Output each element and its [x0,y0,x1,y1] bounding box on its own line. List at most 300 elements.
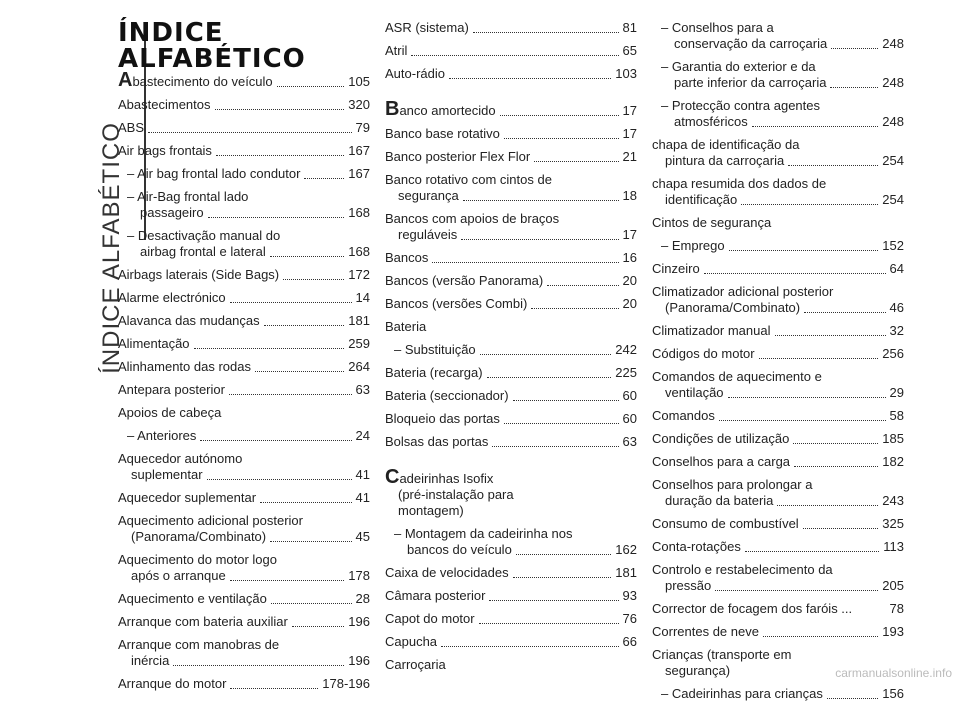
dot-leader [411,55,618,56]
entry-page: 167 [348,143,370,158]
index-entry [118,120,370,136]
entry-text-line1: Controlo e restabelecimento da [652,562,833,577]
dot-leader [208,217,345,218]
entry-text: Câmara posterior [385,588,486,603]
index-subentry [385,342,637,358]
entry-text: inércia [131,653,170,668]
entry-text: Capucha [385,634,438,649]
index-entry [652,477,904,509]
entry-text: bancos do veículo [407,542,512,557]
dot-leader [200,440,351,441]
index-entry [385,365,637,381]
entry-text: – Cadeirinhas para crianças [661,686,823,701]
dot-leader [487,377,612,378]
entry-text: ABS [118,120,145,135]
dot-leader [260,502,352,503]
entry-page: 63 [622,434,637,449]
entry-page: 248 [882,114,904,129]
entry-text: Bateria [385,319,427,334]
index-subentry [652,686,904,702]
entry-text: duração da bateria [665,493,774,508]
dot-leader [479,623,619,624]
entry-text-line2: segurança) [665,663,731,678]
entry-page: 65 [622,43,637,58]
index-entry [385,66,637,82]
dot-leader [704,273,886,274]
entry-text: Auto-rádio [385,66,445,81]
index-entry [652,346,904,362]
entry-text: Conta-rotações [652,539,741,554]
index-entry [652,624,904,640]
entry-text: Alavanca das mudanças [118,313,260,328]
dot-leader [715,590,878,591]
dot-leader [516,554,612,555]
dot-leader [547,285,618,286]
entry-page: 254 [882,153,904,168]
dot-leader [230,688,318,689]
index-entry [118,97,370,113]
entry-page: 167 [348,166,370,181]
index-entry [385,319,637,335]
entry-text: airbag frontal e lateral [140,244,266,259]
dot-leader [230,302,352,303]
section-letter: B [385,98,400,120]
entry-text: Arranque com bateria auxiliar [118,614,288,629]
entry-text: Aquecimento e ventilação [118,591,267,606]
index-entry [385,98,637,120]
index-entry [385,634,637,650]
entry-text: atmosféricos [674,114,748,129]
index-entry [118,591,370,607]
dot-leader [173,665,344,666]
index-subentry [118,189,370,221]
entry-text: Arranque do motor [118,676,227,691]
dot-leader [215,109,345,110]
index-entry [652,431,904,447]
entry-page: 225 [615,365,637,380]
entry-text: – Emprego [661,238,725,253]
index-entry [652,516,904,532]
entry-text: ventilação [665,385,724,400]
entry-page: 264 [348,359,370,374]
dot-leader [794,466,878,467]
entry-page: 21 [622,149,637,164]
dot-leader [432,262,618,263]
entry-text-line2: (pré-instalação para [398,487,514,502]
entry-page: 18 [622,188,637,203]
index-entry [385,611,637,627]
index-entry [652,323,904,339]
entry-page: 178-196 [322,676,370,691]
index-entry [385,126,637,142]
index-entry [652,601,904,617]
entry-text: (Panorama/Combinato) [665,300,801,315]
dot-leader [775,335,886,336]
dot-leader [492,446,618,447]
entry-page: 248 [882,36,904,51]
index-entry [385,466,637,519]
entry-text: Códigos do motor [652,346,755,361]
entry-text: Antepara posterior [118,382,225,397]
entry-page: 320 [348,97,370,112]
entry-page: 196 [348,614,370,629]
index-entry [118,290,370,306]
entry-page: 181 [615,565,637,580]
index-subentry [652,238,904,254]
entry-page: 17 [622,227,637,242]
entry-text: reguláveis [398,227,458,242]
entry-page: 64 [889,261,904,276]
dot-leader [719,420,886,421]
dot-leader [763,636,878,637]
entry-text: Corrector de focagem dos faróis ... [652,601,853,616]
index-entry [385,565,637,581]
entry-page: 168 [348,244,370,259]
index-entry [652,408,904,424]
entry-text: Bancos (versões Combi) [385,296,528,311]
dot-leader [270,256,345,257]
dot-leader [745,551,879,552]
entry-page: 248 [882,75,904,90]
index-entry [385,20,637,36]
entry-page: 41 [355,490,370,505]
entry-text-line1: – Conselhos para a [661,20,774,35]
entry-text: – Anteriores [127,428,197,443]
dot-leader [216,155,344,156]
index-entry [652,176,904,208]
entry-text-line1: Aquecedor autónomo [118,451,243,466]
dot-leader [292,626,344,627]
index-entry [652,261,904,277]
index-entry [118,552,370,584]
entry-text: Alarme electrónico [118,290,226,305]
dot-leader [830,87,878,88]
index-entry [385,657,637,673]
dot-leader [473,32,619,33]
page-title-line1: ÍNDICE [118,18,224,48]
index-entry [118,637,370,669]
entry-text: Carroçaria [385,657,446,672]
index-entry [118,405,370,421]
index-entry [118,614,370,630]
dot-leader [729,250,879,251]
dot-leader [449,78,611,79]
entry-text: Banco posterior Flex Flor [385,149,531,164]
watermark: carmanualsonline.info [835,666,952,680]
entry-text: Bloqueio das portas [385,411,500,426]
entry-text: após o arranque [131,568,226,583]
index-subentry [118,428,370,444]
index-column-3 [652,20,904,709]
entry-text: Condições de utilização [652,431,790,446]
sidebar-title: ÍNDICE ALFABÉTICO [98,122,125,374]
entry-page: 156 [882,686,904,701]
index-entry [118,676,370,692]
dot-leader [441,646,618,647]
entry-text: Capot do motor [385,611,475,626]
entry-text-line1: chapa resumida dos dados de [652,176,827,191]
dot-leader [463,200,619,201]
entry-text: Bolsas das portas [385,434,489,449]
entry-page: 259 [348,336,370,351]
entry-text: Banco base rotativo [385,126,500,141]
index-entry [385,43,637,59]
entry-page: 14 [355,290,370,305]
entry-page: 113 [883,539,904,554]
index-entry [385,211,637,243]
entry-page: 32 [889,323,904,338]
entry-text: Bancos (versão Panorama) [385,273,544,288]
entry-text: Apoios de cabeça [118,405,222,420]
entry-page: 256 [882,346,904,361]
entry-text-line1: Climatizador adicional posterior [652,284,834,299]
entry-page: 162 [615,542,637,557]
entry-page: 196 [348,653,370,668]
entry-page: 103 [615,66,637,81]
entry-text: Cinzeiro [652,261,700,276]
entry-text: Correntes de neve [652,624,759,639]
index-entry [118,359,370,375]
entry-text: Cintos de segurança [652,215,772,230]
dot-leader [804,312,885,313]
entry-text-line1: Arranque com manobras de [118,637,280,652]
sidebar [52,0,125,686]
entry-text: identificação [665,192,738,207]
entry-page: 76 [622,611,637,626]
dot-leader [777,505,878,506]
entry-text: bastecimento do veículo [132,74,273,89]
index-entry [118,513,370,545]
dot-leader [741,204,878,205]
dot-leader [752,126,879,127]
entry-text: parte inferior da carroçaria [674,75,827,90]
entry-page: 28 [355,591,370,606]
entry-text: anco amortecido [399,103,496,118]
entry-text: Alimentação [118,336,190,351]
index-entry [118,313,370,329]
index-entry [385,434,637,450]
dot-leader [534,161,618,162]
entry-text: Bateria (seccionador) [385,388,509,403]
section-gap [385,457,637,469]
dot-leader [271,603,352,604]
index-entry [652,284,904,316]
dot-leader [788,165,878,166]
index-entry [652,369,904,401]
dot-leader [277,86,345,87]
dot-leader [480,354,612,355]
index-subentry [652,20,904,52]
entry-text: Bateria (recarga) [385,365,483,380]
entry-page: 79 [355,120,370,135]
index-subentry [652,98,904,130]
entry-page: 45 [355,529,370,544]
entry-text-line1: – Desactivação manual do [127,228,281,243]
dot-leader [831,48,878,49]
entry-text: Aquecedor suplementar [118,490,257,505]
entry-page: 78 [889,601,904,616]
dot-leader [504,423,619,424]
entry-text-line1: – Garantia do exterior e da [661,59,816,74]
entry-text-line1: – Protecção contra agentes [661,98,820,113]
dot-leader [194,348,345,349]
entry-page: 254 [882,192,904,207]
index-entry [118,451,370,483]
entry-text: – Air bag frontal lado condutor [127,166,301,181]
entry-text-line1: adeirinhas Isofix [399,471,494,486]
entry-page: 105 [348,74,370,89]
index-entry [118,382,370,398]
entry-page: 16 [622,250,637,265]
dot-leader [759,358,879,359]
entry-text: Consumo de combustível [652,516,799,531]
entry-page: 205 [882,578,904,593]
entry-text: Airbags laterais (Side Bags) [118,267,280,282]
entry-page: 41 [355,467,370,482]
entry-text: – Substituição [394,342,476,357]
index-entry [118,143,370,159]
index-entry [118,490,370,506]
index-entry [385,250,637,266]
page-title [118,20,306,72]
entry-text-line1: – Montagem da cadeirinha nos [394,526,573,541]
entry-page: 20 [622,273,637,288]
entry-page: 63 [355,382,370,397]
entry-text-line1: Bancos com apoios de braços [385,211,560,226]
entry-page: 152 [882,238,904,253]
index-entry [652,137,904,169]
index-subentry [118,228,370,260]
dot-leader [230,580,345,581]
index-entry [385,411,637,427]
dot-leader [461,239,618,240]
section-gap [385,89,637,101]
index-entry [118,336,370,352]
index-entry [385,388,637,404]
dot-leader [207,479,352,480]
dot-leader [531,308,618,309]
entry-page: 81 [622,20,637,35]
entry-text-line1: Aquecimento do motor logo [118,552,277,567]
index-entry [385,172,637,204]
entry-page: 46 [889,300,904,315]
entry-page: 66 [622,634,637,649]
entry-text: ASR (sistema) [385,20,469,35]
index-entry [118,267,370,283]
entry-text-line1: Comandos de aquecimento e [652,369,822,384]
index-entry [652,454,904,470]
entry-page: 17 [622,103,637,118]
entry-text: passageiro [140,205,204,220]
dot-leader [229,394,352,395]
dot-leader [827,698,878,699]
entry-text: pressão [665,578,712,593]
section-letter: C [385,466,400,488]
dot-leader [264,325,345,326]
dot-leader [793,443,878,444]
dot-leader [513,400,619,401]
entry-page: 193 [882,624,904,639]
entry-page: 168 [348,205,370,220]
entry-page: 24 [355,428,370,443]
entry-text: Air bags frontais [118,143,212,158]
index-subentry [652,59,904,91]
entry-page: 325 [882,516,904,531]
section-letter: A [118,69,133,91]
index-column-1 [118,69,370,699]
entry-page: 178 [348,568,370,583]
entry-text: Caixa de velocidades [385,565,509,580]
entry-text-line3: montagem) [398,503,464,518]
dot-leader [270,541,351,542]
entry-text: Bancos [385,250,429,265]
entry-page: 242 [615,342,637,357]
dot-leader [803,528,879,529]
index-entry [652,562,904,594]
entry-text: Conselhos para a carga [652,454,791,469]
index-entry [385,149,637,165]
entry-text-line1: Banco rotativo com cintos de [385,172,552,187]
entry-page: 20 [622,296,637,311]
dot-leader [283,279,344,280]
page-title-line2: ALFABÉTICO [118,44,306,74]
index-entry [118,69,370,91]
entry-text: segurança [398,188,459,203]
entry-page: 60 [622,411,637,426]
entry-text: pintura da carroçaria [665,153,785,168]
entry-text: Comandos [652,408,715,423]
index-entry [652,215,904,231]
entry-page: 182 [882,454,904,469]
index-entry [385,296,637,312]
entry-text-line1: Aquecimento adicional posterior [118,513,303,528]
index-subentry [118,166,370,182]
index-entry [385,588,637,604]
entry-page: 17 [622,126,637,141]
dot-leader [148,132,352,133]
index-entry [652,539,904,555]
dot-leader [500,115,619,116]
entry-page: 185 [882,431,904,446]
entry-text: Alinhamento das rodas [118,359,251,374]
entry-text-line1: chapa de identificação da [652,137,800,152]
entry-text: Abastecimentos [118,97,211,112]
dot-leader [728,397,886,398]
dot-leader [489,600,618,601]
entry-page: 181 [348,313,370,328]
dot-leader [304,178,344,179]
entry-text-line1: Crianças (transporte em [652,647,792,662]
entry-page: 172 [348,267,370,282]
entry-text-line1: – Air-Bag frontal lado [127,189,249,204]
entry-text: Atril [385,43,408,58]
index-column-2 [385,20,637,680]
entry-text: (Panorama/Combinato) [131,529,267,544]
entry-page: 243 [882,493,904,508]
dot-leader [513,577,612,578]
dot-leader [255,371,344,372]
index-entry [385,273,637,289]
index-subentry [385,526,637,558]
entry-text: Climatizador manual [652,323,771,338]
entry-page: 60 [622,388,637,403]
entry-text: suplementar [131,467,203,482]
entry-text-line1: Conselhos para prolongar a [652,477,813,492]
entry-text: conservação da carroçaria [674,36,828,51]
entry-page: 29 [889,385,904,400]
entry-page: 93 [622,588,637,603]
entry-page: 58 [889,408,904,423]
